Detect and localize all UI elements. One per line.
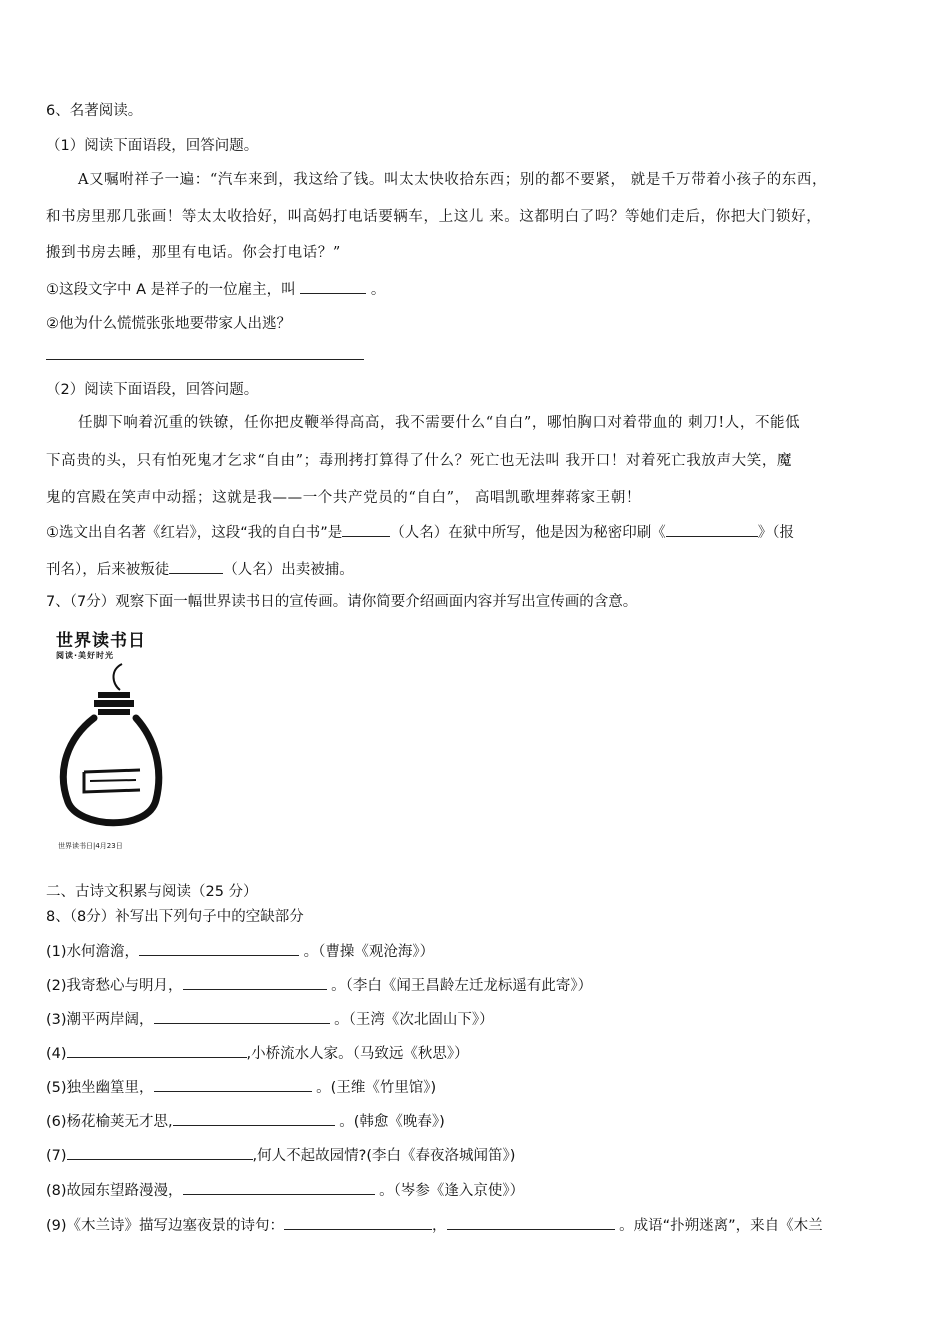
poster-footer: 世界读书日|4月23日	[58, 842, 123, 850]
fill-item: (1)水何澹澹， 。（曹操《观沧海》）	[46, 941, 434, 962]
fill-item: (6)杨花榆荚无才思, 。(韩愈《晚春》)	[46, 1111, 445, 1132]
answer-blank[interactable]	[183, 975, 327, 990]
fill-item: (8)故园东望路漫漫， 。（岑参《逢入京使》）	[46, 1180, 524, 1201]
passage2-line: 鬼的宫殿在笑声中动摇；这就是我——一个共产党员的“自白”， 高唱凯歌埋葬蒋家王朝！	[46, 490, 642, 506]
q7-title: 7、（7分）观察下面一幅世界读书日的宣传画。请你简要介绍画面内容并写出宣传画的含意。	[46, 594, 638, 610]
answer-blank[interactable]	[342, 522, 390, 537]
answer-blank[interactable]	[183, 1180, 375, 1195]
passage1-line: A又嘱咐祥子一遍：“汽车来到，我这给了钱。叫太太快收拾东西；别的都不要紧， 就是千万带着小孩子的东西，	[78, 172, 828, 188]
q6-sub1: ①这段文字中 A 是祥子的一位雇主，叫 。	[46, 279, 385, 300]
answer-blank[interactable]	[67, 1145, 253, 1160]
q6-title: 6、名著阅读。	[46, 103, 143, 119]
answer-blank[interactable]	[447, 1215, 615, 1230]
answer-blank[interactable]	[300, 279, 366, 294]
answer-blank[interactable]	[284, 1215, 432, 1230]
answer-blank[interactable]	[666, 522, 758, 537]
answer-blank[interactable]	[139, 941, 299, 956]
fill-item: (5)独坐幽篁里， 。(王维《竹里馆》)	[46, 1077, 436, 1098]
section2-title: 二、古诗文积累与阅读（25 分）	[46, 884, 258, 900]
q6-part2-sub1-cont: 刊名），后来被叛徒 （人名）出卖被捕。	[46, 559, 354, 580]
fill-item: (2)我寄愁心与明月， 。（李白《闻王昌龄左迁龙标遥有此寄》）	[46, 975, 592, 996]
fill-item: (7) ,何人不起故园情?(李白《春夜洛城闻笛》)	[46, 1145, 515, 1166]
lightbulb-book-icon	[50, 660, 180, 840]
q6-part2-sub1: ①选文出自名著《红岩》，这段“我的自白书”是 （人名）在狱中所写，他是因为秘密印刷《 》（报	[46, 522, 794, 543]
answer-blank[interactable]	[154, 1009, 330, 1024]
passage2-line: 任脚下响着沉重的铁镣，任你把皮鞭举得高高，我不需要什么“自白”，哪怕胸口对着带血的 刺刀!人，不能低	[78, 415, 801, 431]
passage2-line: 下高贵的头，只有怕死鬼才乞求“自由”；毒刑拷打算得了什么？死亡也无法叫 我开口！对着死亡我放声大笑，魔	[46, 453, 793, 469]
answer-blank[interactable]	[169, 559, 223, 574]
passage1-line: 搬到书房去睡，那里有电话。你会打电话？”	[46, 245, 341, 261]
q6-part1-heading: （1）阅读下面语段，回答问题。	[46, 138, 259, 154]
world-book-day-poster	[50, 620, 180, 860]
fill-item: (4) ,小桥流水人家。（马致远《秋思》）	[46, 1043, 469, 1064]
q6-part2-heading: （2）阅读下面语段，回答问题。	[46, 382, 259, 398]
poster-title: 世界读书日	[56, 631, 146, 651]
q6-sub2: ②他为什么慌慌张张地要带家人出逃？	[46, 316, 291, 332]
passage1-line: 和书房里那几张画！等太太收拾好，叫高妈打电话要辆车，上这儿 来。这都明白了吗？等她们走后，你把大门锁好，	[46, 209, 822, 225]
q8-title: 8、（8分）补写出下列句子中的空缺部分	[46, 909, 304, 925]
poster-subtitle: 阅读·美好时光	[56, 651, 115, 660]
fill-item: (3)潮平两岸阔， 。（王湾《次北固山下》）	[46, 1009, 494, 1030]
answer-blank[interactable]	[173, 1111, 335, 1126]
answer-blank[interactable]	[154, 1077, 312, 1092]
answer-line[interactable]	[46, 359, 364, 360]
answer-blank[interactable]	[67, 1043, 247, 1058]
fill-item: (9)《木兰诗》描写边塞夜景的诗句： ， 。成语“扑朔迷离”，来自《木兰	[46, 1215, 823, 1236]
